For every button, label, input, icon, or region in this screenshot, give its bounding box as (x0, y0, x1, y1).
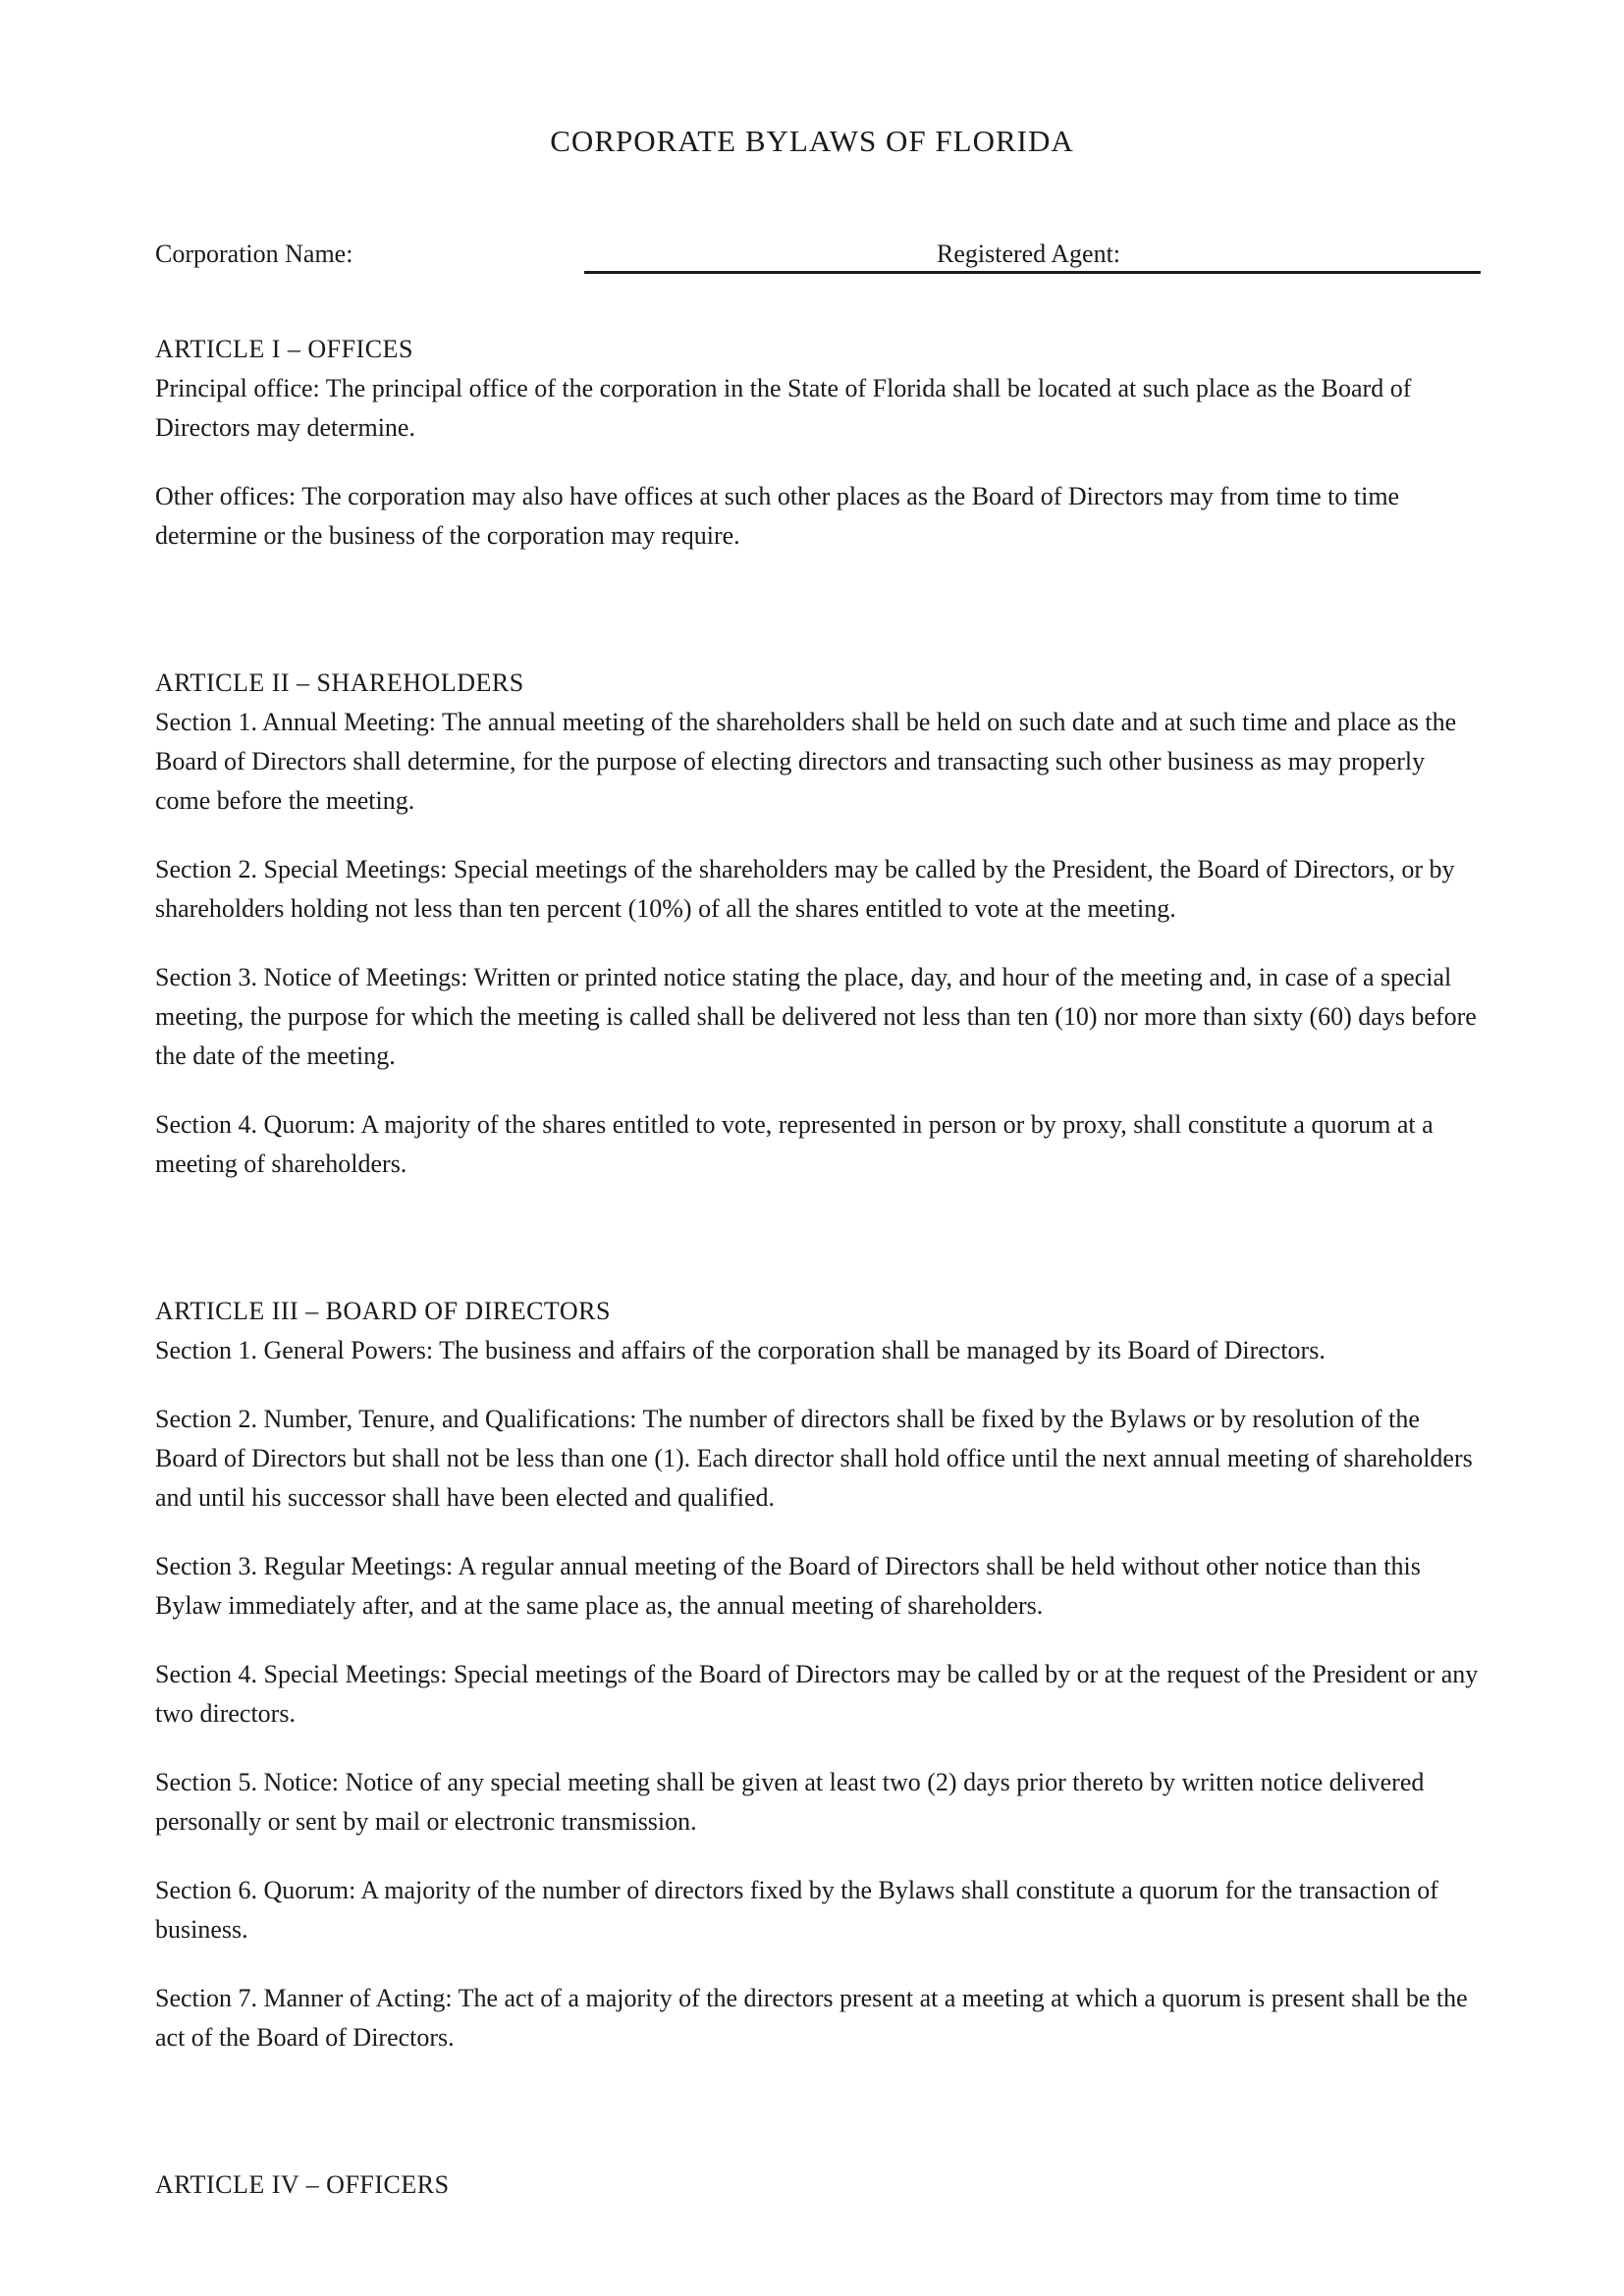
article-heading: ARTICLE I – OFFICES (155, 335, 413, 363)
header-fields (155, 236, 1481, 275)
registered-agent-label: Registered Agent: (937, 240, 1121, 268)
paragraph: Principal office: The principal office of the corporation in the State of Florida shall be located at such place as the Board of Directors may determine. (155, 374, 1412, 442)
paragraph: Section 2. Number, Tenure, and Qualifications: The number of directors shall be fixed by the Bylaws or by resolution of the Board of Directors but shall not be less than one (1). Each director shall hold office until the next annual meeting of shareholders and until his successor shall have been elected and qualified. (155, 1405, 1473, 1512)
paragraph: Section 5. Notice: Notice of any special meeting shall be given at least two (2) days prior thereto by written notice delivered personally or sent by mail or electronic transmission. (155, 1768, 1425, 1836)
section-spacer (155, 585, 1483, 664)
paragraph: Section 7. Manner of Acting: The act of a majority of the directors present at a meeting at which a quorum is present shall be the act of the Board of Directors. (155, 1984, 1468, 2052)
section-spacer (155, 2087, 1483, 2165)
document-body (155, 330, 1483, 2205)
section-spacer (155, 1213, 1483, 1292)
paragraph: Section 6. Quorum: A majority of the number of directors fixed by the Bylaws shall constitute a quorum for the transaction of business. (155, 1876, 1438, 1944)
article-officers (155, 2165, 1483, 2205)
article-heading: ARTICLE IV – OFFICERS (155, 2170, 450, 2199)
paragraph: Section 3. Notice of Meetings: Written or printed notice stating the place, day, and hour of the meeting and, in case of a special meeting, the purpose for which the meeting is called shall be delivered not less than ten (10) nor more than sixty (60) days before the date of the meeting. (155, 963, 1477, 1070)
article-heading: ARTICLE II – SHAREHOLDERS (155, 668, 524, 697)
corporation-name-field-line[interactable] (584, 271, 1481, 274)
paragraph: Section 4. Quorum: A majority of the shares entitled to vote, represented in person or by proxy, shall constitute a quorum at a meeting of shareholders. (155, 1110, 1434, 1178)
article-board-of-directors (155, 1292, 1483, 2057)
article-offices (155, 330, 1483, 556)
paragraph: Section 1. General Powers: The business and affairs of the corporation shall be managed by its Board of Directors. (155, 1336, 1326, 1364)
paragraph: Section 4. Special Meetings: Special meetings of the Board of Directors may be called by or at the request of the President or any two directors. (155, 1660, 1479, 1728)
paragraph: Other offices: The corporation may also have offices at such other places as the Board of Directors may from time to time determine or the business of the corporation may require. (155, 482, 1400, 550)
article-shareholders (155, 664, 1483, 1184)
document-title: CORPORATE BYLAWS OF FLORIDA (550, 124, 1074, 158)
paragraph: Section 3. Regular Meetings: A regular annual meeting of the Board of Directors shall be held without other notice than this Bylaw immediately after, and at the same place as, the annual meeting of shareholders. (155, 1552, 1421, 1620)
article-heading: ARTICLE III – BOARD OF DIRECTORS (155, 1297, 611, 1325)
paragraph: Section 1. Annual Meeting: The annual meeting of the shareholders shall be held on such date and at such time and place as the Board of Directors shall determine, for the purpose of electing directors and transacting such other business as may properly come before the meeting. (155, 708, 1457, 815)
corporation-name-label: Corporation Name: (155, 240, 353, 268)
paragraph: Section 2. Special Meetings: Special meetings of the shareholders may be called by the President, the Board of Directors, or by shareholders holding not less than ten percent (10%) of all the shares entitled to vote at the meeting. (155, 855, 1455, 923)
